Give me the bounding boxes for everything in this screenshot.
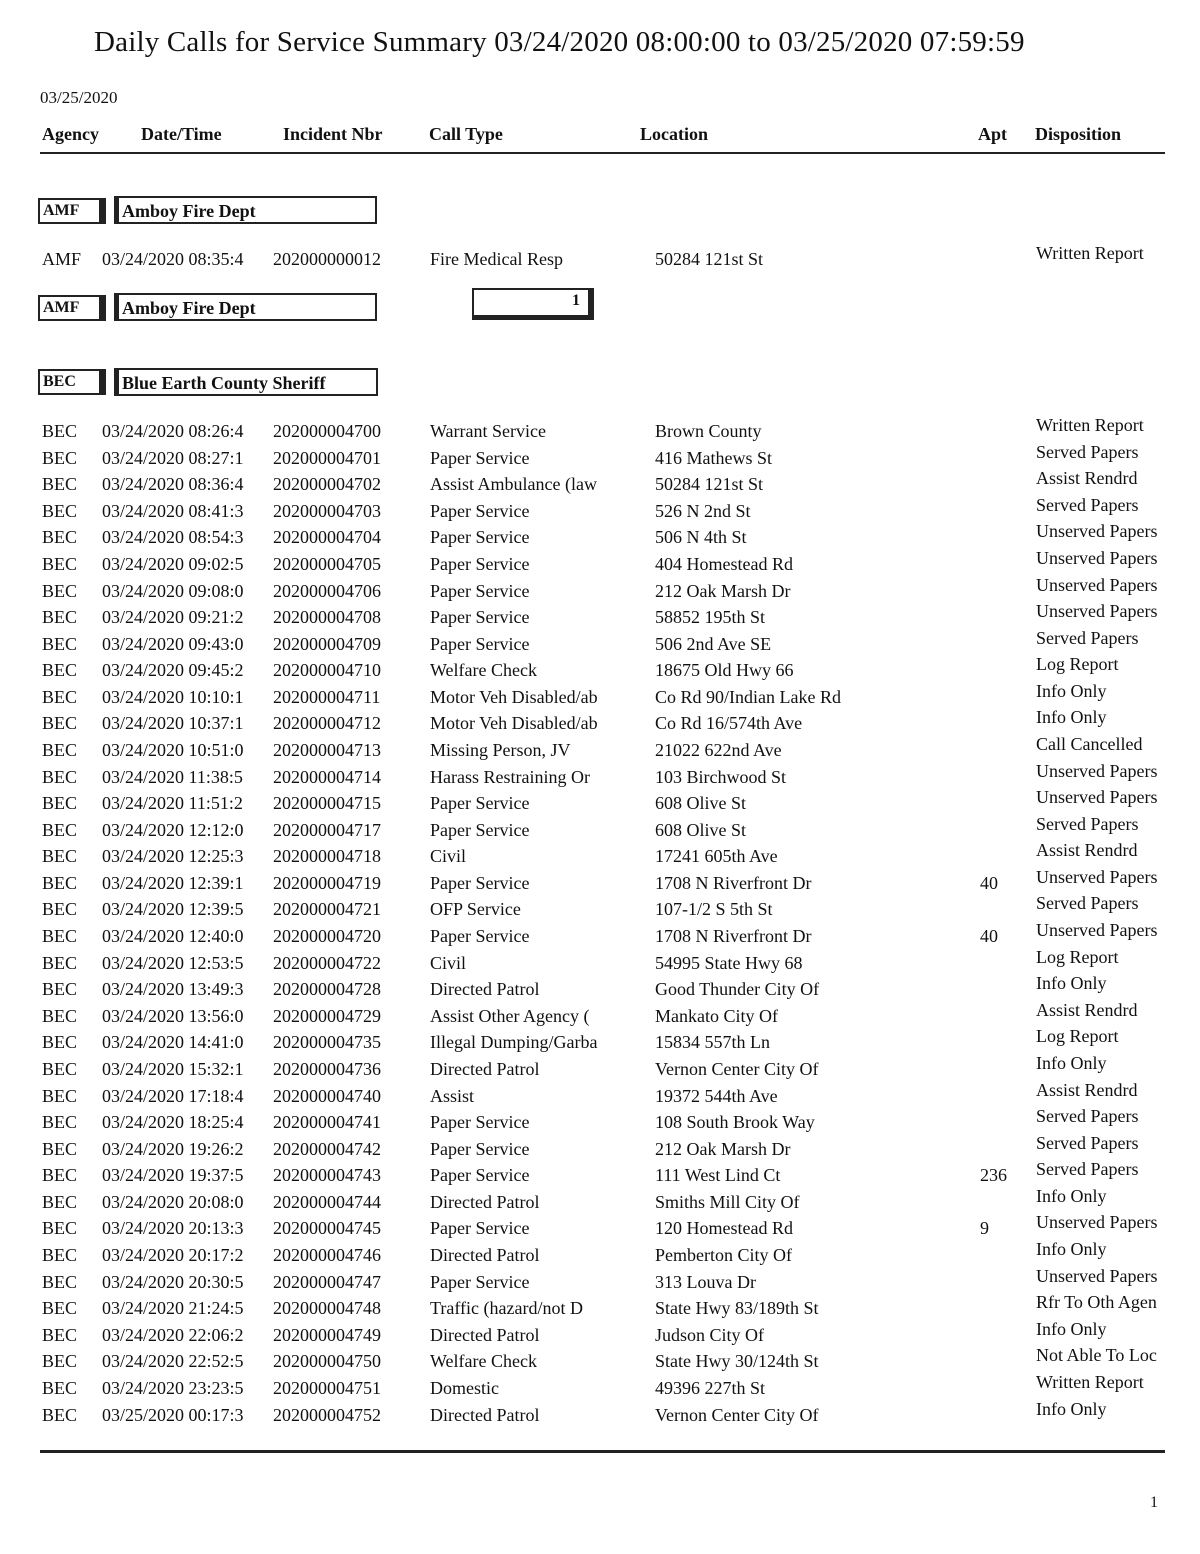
cell-call-type: Motor Veh Disabled/ab [430,686,598,707]
cell-disposition: Unserved Papers [1036,787,1158,808]
cell-location: 506 N 4th St [655,527,747,548]
cell-incident: 202000004718 [273,846,381,867]
cell-incident: 202000004748 [273,1298,381,1319]
cell-datetime: 03/24/2020 09:08:0 [102,580,244,601]
header-disposition: Disposition [1035,124,1122,144]
cell-disposition: Unserved Papers [1036,920,1158,940]
cell-incident: 202000004729 [273,1005,381,1026]
cell-call-type: Paper Service [430,872,530,893]
table-row [0,1052,1200,1085]
cell-location: 50284 121st St [655,474,764,495]
header-apt: Apt [978,124,1008,144]
header-rule [40,152,1165,154]
cell-location: Pemberton City Of [655,1245,792,1265]
cell-datetime: 03/24/2020 10:37:1 [102,713,244,734]
cell-agency: BEC [42,1032,78,1053]
cell-disposition: Info Only [1036,680,1107,701]
cell-incident: 202000004746 [273,1245,381,1265]
cell-agency: BEC [42,1138,78,1159]
cell-agency: BEC [42,633,78,654]
cell-call-type: Domestic [430,1377,499,1398]
cell-call-type: Motor Veh Disabled/ab [430,713,598,734]
cell-location: 108 South Brook Way [655,1112,815,1133]
cell-agency: BEC [42,819,78,840]
cell-location: Good Thunder City Of [655,979,820,1000]
cell-datetime: 03/24/2020 23:23:5 [102,1377,244,1398]
agency-name-box: Amboy Fire Dept [114,293,377,321]
cell-datetime: 03/24/2020 12:25:3 [102,846,244,867]
cell-agency: BEC [42,1377,78,1398]
table-row [0,601,1200,633]
agency-code-box: BEC [38,369,106,395]
cell-call-type: Paper Service [430,793,530,814]
cell-incident: 202000004741 [273,1112,381,1133]
table-row [0,1026,1200,1058]
cell-datetime: 03/24/2020 09:21:2 [102,607,244,628]
cell-disposition: Unserved Papers [1036,1212,1158,1233]
cell-incident: 202000004740 [273,1085,381,1106]
cell-apt: 9 [980,1218,989,1239]
cell-incident: 202000004742 [273,1138,381,1159]
cell-incident: 202000004708 [273,607,381,628]
cell-call-type: Directed Patrol [430,979,540,1000]
cell-disposition: Call Cancelled [1036,734,1143,754]
table-row [0,946,1200,979]
cell-location: 49396 227th St [655,1377,766,1398]
cell-agency: BEC [42,1351,78,1372]
cell-call-type: Paper Service [430,819,530,840]
header-location: Location [640,124,709,144]
cell-call-type: Paper Service [430,633,530,654]
cell-call-type: Directed Patrol [430,1324,540,1345]
table-row [0,1212,1200,1244]
cell-call-type: Paper Service [430,527,530,548]
cell-call-type: Directed Patrol [430,1058,540,1079]
cell-datetime: 03/24/2020 10:10:1 [102,686,244,707]
table-row [0,840,1200,872]
cell-disposition: Unserved Papers [1036,521,1158,542]
table-row [0,574,1200,607]
page-number: 1 [1150,1494,1158,1511]
cell-incident: 202000004735 [273,1032,381,1053]
table-row [0,415,1200,447]
cell-agency: BEC [42,872,78,893]
table-row [0,734,1200,766]
cell-agency: BEC [42,713,78,734]
cell-agency: BEC [42,1218,78,1239]
header-datetime: Date/Time [141,124,222,144]
cell-location: Brown County [655,421,762,441]
cell-disposition: Log Report [1036,1026,1119,1047]
cell-datetime: 03/24/2020 08:36:4 [102,474,244,495]
table-row [0,680,1200,713]
cell-datetime: 03/24/2020 09:43:0 [102,633,244,654]
cell-datetime: 03/24/2020 08:27:1 [102,447,244,468]
table-row [0,1185,1200,1218]
cell-call-type: Paper Service [430,553,530,574]
cell-datetime: 03/24/2020 20:17:2 [102,1245,244,1265]
cell-datetime: 03/24/2020 20:08:0 [102,1191,244,1212]
cell-datetime: 03/24/2020 15:32:1 [102,1058,244,1079]
cell-call-type: Paper Service [430,607,530,628]
cell-location: 19372 544th Ave [655,1085,778,1106]
cell-disposition: Served Papers [1036,893,1139,914]
cell-location: 526 N 2nd St [655,500,751,521]
cell-disposition: Log Report [1036,946,1119,967]
agency-code-box: AMF [38,295,106,321]
cell-incident: 202000004706 [273,580,381,601]
cell-call-type: Assist Other Agency ( [430,1005,590,1026]
cell-agency: BEC [42,1085,78,1106]
table-row [0,468,1200,500]
table-row [0,707,1200,739]
cell-incident: 202000004747 [273,1271,381,1292]
cell-call-type: Directed Patrol [430,1404,540,1425]
cell-disposition: Info Only [1036,1318,1107,1339]
cell-incident: 202000004700 [273,421,381,441]
cell-agency: BEC [42,1005,78,1026]
cell-call-type: Directed Patrol [430,1191,540,1212]
table-row [0,627,1200,660]
cell-datetime: 03/24/2020 22:52:5 [102,1351,244,1372]
cell-disposition: Served Papers [1036,813,1139,834]
cell-incident: 202000004743 [273,1165,381,1186]
cell-datetime: 03/24/2020 22:06:2 [102,1324,244,1345]
cell-agency: BEC [42,500,78,521]
cell-location: 416 Mathews St [655,447,772,468]
table-row [0,1371,1200,1404]
cell-disposition: Served Papers [1036,1132,1139,1153]
cell-call-type: Paper Service [430,926,530,946]
cell-call-type: Civil [430,846,467,867]
cell-disposition: Served Papers [1036,1106,1139,1127]
group-count-box: 1 [472,288,594,320]
table-row [0,999,1200,1032]
table-row [0,547,1200,580]
cell-incident: 202000000012 [273,249,381,269]
cell-location: 107-1/2 S 5th St [655,899,773,920]
cell-disposition: Assist Rendrd [1036,999,1138,1020]
cell-location: 212 Oak Marsh Dr [655,1138,791,1159]
agency-code-box: AMF [38,198,106,224]
cell-agency: BEC [42,421,78,441]
cell-agency: BEC [42,1191,78,1212]
cell-call-type: OFP Service [430,899,521,920]
cell-location: Co Rd 16/574th Ave [655,713,803,734]
cell-incident: 202000004744 [273,1191,381,1212]
cell-location: 506 2nd Ave SE [655,633,772,654]
table-row [0,441,1200,474]
cell-disposition: Written Report [1036,1371,1144,1392]
cell-call-type: Welfare Check [430,1351,537,1372]
cell-datetime: 03/25/2020 00:17:3 [102,1404,244,1425]
cell-agency: BEC [42,952,78,973]
cell-incident: 202000004752 [273,1404,381,1425]
cell-datetime: 03/24/2020 09:02:5 [102,553,244,574]
cell-location: 120 Homestead Rd [655,1218,793,1239]
cell-call-type: Paper Service [430,500,530,521]
table-row [0,1132,1200,1165]
cell-datetime: 03/24/2020 19:37:5 [102,1165,244,1186]
cell-agency: BEC [42,660,78,681]
cell-incident: 202000004710 [273,660,381,681]
cell-agency: BEC [42,926,78,946]
cell-datetime: 03/24/2020 20:30:5 [102,1271,244,1292]
cell-datetime: 03/24/2020 08:35:4 [102,249,244,269]
cell-location: 1708 N Riverfront Dr [655,872,812,893]
cell-disposition: Written Report [1036,243,1144,263]
cell-location: 18675 Old Hwy 66 [655,660,794,681]
table-row [0,1318,1200,1351]
header-call-type: Call Type [429,124,503,144]
cell-datetime: 03/24/2020 12:39:1 [102,872,244,893]
cell-incident: 202000004721 [273,899,381,920]
cell-disposition: Unserved Papers [1036,601,1158,622]
cell-datetime: 03/24/2020 19:26:2 [102,1138,244,1159]
cell-location: 21022 622nd Ave [655,740,782,760]
table-row [0,1398,1200,1431]
cell-agency: BEC [42,1271,78,1292]
table-row [0,494,1200,527]
agency-name-box: Blue Earth County Sheriff [114,368,378,396]
cell-apt: 40 [980,872,998,893]
cell-agency: BEC [42,553,78,574]
cell-incident: 202000004717 [273,819,381,840]
cell-location: State Hwy 30/124th St [655,1351,819,1372]
cell-datetime: 03/24/2020 13:49:3 [102,979,244,1000]
cell-disposition: Written Report [1036,415,1144,435]
cell-call-type: Paper Service [430,1271,530,1292]
table-row [0,1106,1200,1138]
cell-agency: BEC [42,1165,78,1186]
cell-disposition: Not Able To Loc [1036,1345,1157,1366]
table-row [0,866,1200,899]
cell-call-type: Paper Service [430,447,530,468]
cell-location: 1708 N Riverfront Dr [655,926,812,946]
cell-agency: BEC [42,766,78,787]
cell-incident: 202000004702 [273,474,381,495]
cell-datetime: 03/24/2020 12:12:0 [102,819,244,840]
cell-incident: 202000004701 [273,447,381,468]
cell-incident: 202000004703 [273,500,381,521]
cell-datetime: 03/24/2020 13:56:0 [102,1005,244,1026]
cell-call-type: Assist Ambulance (law [430,474,597,495]
cell-disposition: Served Papers [1036,441,1139,462]
header-agency: Agency [42,124,99,144]
table-row [0,920,1200,952]
cell-call-type: Civil [430,952,467,973]
cell-agency: BEC [42,1404,78,1425]
cell-datetime: 03/24/2020 18:25:4 [102,1112,244,1133]
cell-location: Co Rd 90/Indian Lake Rd [655,686,841,707]
report-title: Daily Calls for Service Summary 03/24/2020 08:00:00 to 03/25/2020 07:59:59 [94,26,1025,58]
cell-datetime: 03/24/2020 10:51:0 [102,740,244,760]
cell-call-type: Traffic (hazard/not D [430,1298,583,1319]
cell-location: 608 Olive St [655,793,747,814]
table-row [0,1239,1200,1271]
cell-location: 54995 State Hwy 68 [655,952,803,973]
cell-incident: 202000004722 [273,952,381,973]
cell-datetime: 03/24/2020 08:26:4 [102,421,244,441]
cell-datetime: 03/24/2020 11:38:5 [102,766,243,787]
cell-incident: 202000004713 [273,740,381,760]
cell-datetime: 03/24/2020 14:41:0 [102,1032,244,1053]
cell-location: State Hwy 83/189th St [655,1298,819,1319]
cell-apt: 236 [980,1165,1007,1186]
cell-datetime: 03/24/2020 12:53:5 [102,952,244,973]
header-incident: Incident Nbr [283,124,383,144]
cell-disposition: Rfr To Oth Agen [1036,1292,1157,1313]
cell-location: 58852 195th St [655,607,766,628]
cell-datetime: 03/24/2020 17:18:4 [102,1085,244,1106]
cell-call-type: Harass Restraining Or [430,766,590,787]
table-row [0,973,1200,1005]
cell-disposition: Info Only [1036,707,1107,728]
cell-disposition: Unserved Papers [1036,547,1158,568]
cell-location: 313 Louva Dr [655,1271,756,1292]
cell-disposition: Unserved Papers [1036,1265,1158,1286]
cell-call-type: Welfare Check [430,660,537,681]
cell-disposition: Info Only [1036,1185,1107,1206]
cell-apt: 40 [980,926,998,946]
cell-agency: BEC [42,474,78,495]
cell-call-type: Missing Person, JV [430,740,571,760]
cell-disposition: Assist Rendrd [1036,468,1138,489]
cell-datetime: 03/24/2020 12:39:5 [102,899,244,920]
cell-incident: 202000004751 [273,1377,381,1398]
table-row [0,1079,1200,1112]
cell-call-type: Warrant Service [430,421,546,441]
cell-datetime: 03/24/2020 21:24:5 [102,1298,244,1319]
cell-disposition: Unserved Papers [1036,574,1158,595]
footer-rule [40,1450,1165,1453]
cell-call-type: Paper Service [430,1165,530,1186]
cell-call-type: Paper Service [430,1138,530,1159]
report-date: 03/25/2020 [40,88,118,107]
cell-incident: 202000004705 [273,553,381,574]
cell-incident: 202000004719 [273,872,381,893]
cell-location: 111 West Lind Ct [655,1165,781,1186]
cell-location: 404 Homestead Rd [655,553,793,574]
cell-agency: BEC [42,1112,78,1133]
cell-agency: BEC [42,740,78,760]
cell-location: 50284 121st St [655,249,764,269]
cell-location: 212 Oak Marsh Dr [655,580,791,601]
cell-agency: BEC [42,447,78,468]
cell-disposition: Served Papers [1036,627,1139,648]
cell-datetime: 03/24/2020 12:40:0 [102,926,244,946]
cell-agency: BEC [42,846,78,867]
cell-location: Vernon Center City Of [655,1404,819,1425]
cell-agency: BEC [42,1245,78,1265]
cell-disposition: Info Only [1036,1239,1107,1259]
cell-agency: BEC [42,1324,78,1345]
agency-name-box: Amboy Fire Dept [114,196,377,224]
cell-incident: 202000004750 [273,1351,381,1372]
cell-location: Vernon Center City Of [655,1058,819,1079]
cell-incident: 202000004711 [273,686,381,707]
table-row [0,1265,1200,1298]
cell-call-type: Illegal Dumping/Garba [430,1032,598,1053]
cell-call-type: Paper Service [430,1112,530,1133]
cell-disposition: Served Papers [1036,1159,1139,1180]
cell-incident: 202000004749 [273,1324,381,1345]
cell-agency: BEC [42,899,78,920]
cell-call-type: Assist [430,1085,475,1106]
cell-incident: 202000004714 [273,766,381,787]
cell-call-type: Paper Service [430,580,530,601]
cell-incident: 202000004709 [273,633,381,654]
cell-location: 608 Olive St [655,819,747,840]
cell-incident: 202000004745 [273,1218,381,1239]
cell-incident: 202000004720 [273,926,381,946]
cell-disposition: Served Papers [1036,494,1139,515]
cell-agency: BEC [42,1298,78,1319]
cell-disposition: Assist Rendrd [1036,840,1138,861]
cell-agency: BEC [42,580,78,601]
cell-disposition: Unserved Papers [1036,866,1158,887]
cell-agency: BEC [42,686,78,707]
cell-datetime: 03/24/2020 11:51:2 [102,793,243,814]
cell-agency: BEC [42,979,78,1000]
cell-location: Judson City Of [655,1324,765,1345]
cell-datetime: 03/24/2020 08:54:3 [102,527,244,548]
cell-agency: BEC [42,793,78,814]
cell-location: Mankato City Of [655,1005,778,1026]
table-row [0,760,1200,793]
table-row [0,1159,1200,1191]
cell-incident: 202000004736 [273,1058,381,1079]
cell-call-type: Fire Medical Resp [430,249,563,269]
table-row [0,654,1200,686]
cell-incident: 202000004704 [273,527,381,548]
cell-location: Smiths Mill City Of [655,1191,800,1212]
cell-disposition: Info Only [1036,973,1107,994]
table-row [0,813,1200,846]
cell-disposition: Assist Rendrd [1036,1079,1138,1100]
cell-location: 15834 557th Ln [655,1032,770,1053]
cell-agency: BEC [42,1058,78,1079]
table-row [0,893,1200,925]
cell-call-type: Paper Service [430,1218,530,1239]
cell-disposition: Unserved Papers [1036,760,1158,781]
cell-call-type: Directed Patrol [430,1245,540,1265]
table-row [0,787,1200,819]
cell-incident: 202000004712 [273,713,381,734]
cell-datetime: 03/24/2020 08:41:3 [102,500,244,521]
cell-incident: 202000004728 [273,979,381,1000]
cell-disposition: Info Only [1036,1398,1107,1419]
cell-disposition: Log Report [1036,654,1119,675]
cell-location: 103 Birchwood St [655,766,787,787]
cell-datetime: 03/24/2020 09:45:2 [102,660,244,681]
table-row [0,1345,1200,1377]
table-row [0,243,1200,275]
cell-agency: AMF [42,249,82,269]
cell-agency: BEC [42,607,78,628]
table-row [0,521,1200,553]
cell-agency: BEC [42,527,78,548]
table-row [0,1292,1200,1324]
cell-location: 17241 605th Ave [655,846,778,867]
cell-datetime: 03/24/2020 20:13:3 [102,1218,244,1239]
cell-disposition: Info Only [1036,1052,1107,1073]
cell-incident: 202000004715 [273,793,381,814]
